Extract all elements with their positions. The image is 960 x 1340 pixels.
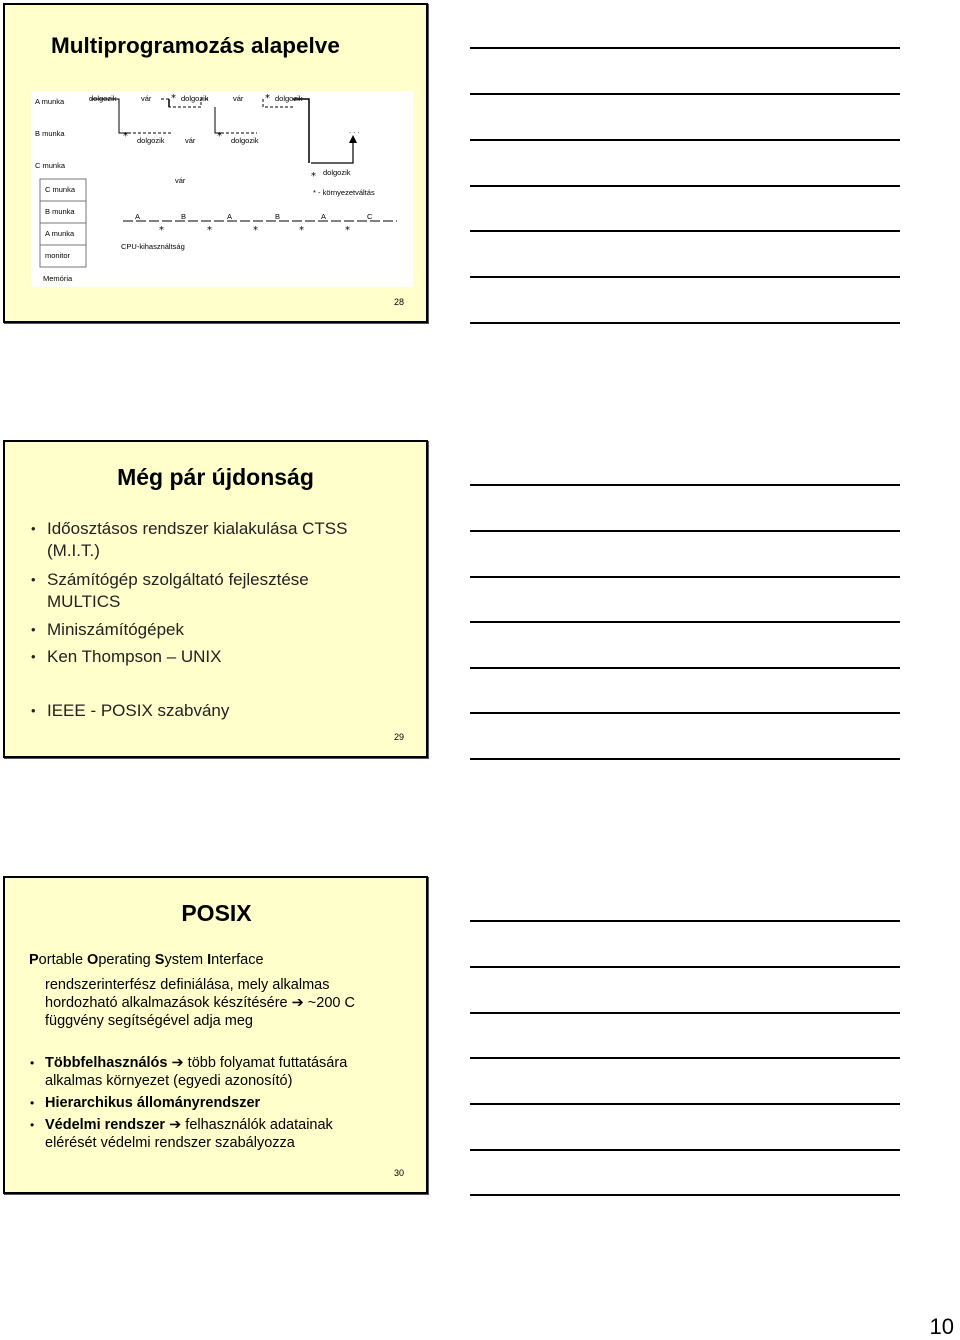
bullet-dot: • (31, 649, 36, 664)
note-line (470, 1194, 900, 1196)
note-line (470, 1057, 900, 1059)
b-label-3: dolgozik (231, 136, 259, 145)
acronym-letter: S (154, 952, 165, 968)
acronym-rest: perating (98, 952, 155, 968)
a-label-3: dolgozik (181, 94, 209, 103)
svg-text:*: * (217, 131, 222, 142)
a-label-1: dolgozik (89, 94, 117, 103)
note-line (470, 712, 900, 714)
bullet-line: Számítógép szolgáltató fejlesztése (47, 570, 309, 589)
item-bold: Védelmi rendszer (45, 1117, 166, 1133)
cpu-c1: C (367, 212, 373, 221)
svg-text:*: * (159, 225, 164, 236)
description-line: rendszerinterfész definiálása, mely alkalmas (45, 977, 330, 993)
cpu-a1: A (135, 212, 141, 221)
bullet-dot: • (30, 1056, 35, 1070)
memory-label: Memória (43, 274, 73, 283)
note-line (470, 667, 900, 669)
memory-a: A munka (45, 229, 75, 238)
slide-number: 30 (393, 1168, 404, 1178)
item-rest: ➔ felhasználók adatainak (165, 1117, 333, 1133)
item-line2: alkalmas környezet (egyedi azonosító) (45, 1073, 293, 1089)
memory-c: C munka (45, 185, 76, 194)
a-label-5: dolgozik (275, 94, 303, 103)
b-label-1: dolgozik (137, 136, 165, 145)
bullet-line: (M.I.T.) (47, 541, 100, 560)
multiprogramming-diagram (31, 91, 413, 287)
bullet-minicomputers (31, 619, 185, 641)
acronym-rest: ortable (38, 952, 88, 968)
bullet-line: MULTICS (47, 592, 121, 611)
cpu-b1: B (181, 212, 187, 221)
posix-acronym (29, 952, 264, 968)
bullet-dot: • (31, 703, 36, 718)
description-line: hordozható alkalmazások készítésére ➔ ~200 C (45, 995, 355, 1011)
bullet-dot: • (31, 572, 36, 587)
note-line (470, 185, 900, 187)
item-line2: elérését védelmi rendszer szabályozza (45, 1135, 295, 1151)
note-line (470, 1012, 900, 1014)
acronym-rest: nterface (211, 952, 264, 968)
slide-29 (3, 440, 428, 758)
row-label-b: B munka (35, 129, 65, 138)
description-line: függvény segítségével adja meg (45, 1013, 253, 1029)
svg-text:*: * (265, 93, 270, 104)
note-line (470, 484, 900, 486)
memory-b: B munka (45, 207, 75, 216)
b-label-2: vár (185, 136, 196, 145)
item-multiuser (30, 1054, 348, 1090)
bullet-dot: • (31, 521, 36, 536)
page-number: 10 (929, 1314, 954, 1339)
note-line (470, 966, 900, 968)
item-protection (30, 1116, 333, 1152)
slide-30 (3, 876, 428, 1194)
bullet-line: IEEE - POSIX szabvány (47, 701, 230, 720)
note-line (470, 758, 900, 760)
note-line (470, 322, 900, 324)
svg-text:*: * (123, 131, 128, 142)
cpu-label: CPU-kihasználtság (121, 242, 185, 251)
svg-text:*: * (299, 225, 304, 236)
slide-28 (3, 3, 428, 323)
cpu-b2: B (275, 212, 281, 221)
row-label-a: A munka (35, 97, 65, 106)
slide-number: 29 (393, 732, 404, 742)
c-label-1: vár (175, 176, 186, 185)
note-line (470, 621, 900, 623)
note-line (470, 1103, 900, 1105)
bullet-dot: • (30, 1118, 35, 1132)
acronym-letter: O (87, 952, 99, 968)
svg-text:*: * (345, 225, 350, 236)
slide-title: POSIX (181, 900, 252, 926)
a-label-2: vár (141, 94, 152, 103)
bullet-multics (31, 569, 309, 613)
note-line (470, 530, 900, 532)
cpu-a2: A (227, 212, 233, 221)
note-line (470, 139, 900, 141)
bullet-unix (31, 646, 222, 668)
slide-number: 28 (393, 297, 404, 307)
item-hierarchical-fs (30, 1094, 261, 1112)
memory-monitor: monitor (45, 251, 71, 260)
row-label-c: C munka (35, 161, 66, 170)
bullet-line: Miniszámítógépek (47, 620, 185, 639)
note-line (470, 276, 900, 278)
acronym-letter: I (207, 952, 212, 968)
acronym-letter: P (29, 952, 39, 968)
bullet-ctss (31, 518, 348, 562)
bullet-dot: • (31, 622, 36, 637)
slide-title: Multiprogramozás alapelve (51, 33, 340, 58)
context-switch-legend: * - környezetváltás (313, 188, 375, 197)
note-line (470, 230, 900, 232)
bullet-line: Ken Thompson – UNIX (47, 647, 222, 666)
bullet-line: Időosztásos rendszer kialakulása CTSS (47, 519, 348, 538)
acronym-rest: ystem (164, 952, 208, 968)
note-line (470, 920, 900, 922)
svg-text:*: * (207, 225, 212, 236)
note-line (470, 576, 900, 578)
note-line (470, 93, 900, 95)
bullet-posix (31, 700, 230, 722)
item-rest: ➔ több folyamat futtatására (167, 1055, 348, 1071)
svg-text:*: * (311, 171, 316, 182)
bullet-dot: • (30, 1096, 35, 1110)
svg-text:*: * (253, 225, 258, 236)
continuation-dots: . . . (349, 126, 360, 135)
item-bold: Többfelhasználós (45, 1055, 168, 1071)
item-bold: Hierarchikus állományrendszer (45, 1095, 261, 1111)
a-label-4: vár (233, 94, 244, 103)
svg-text:*: * (171, 93, 176, 104)
cpu-a3: A (321, 212, 327, 221)
note-line (470, 1149, 900, 1151)
note-line (470, 47, 900, 49)
posix-description (45, 976, 355, 1030)
slide-title: Még pár újdonság (117, 464, 314, 490)
c-label-2: dolgozik (323, 168, 351, 177)
